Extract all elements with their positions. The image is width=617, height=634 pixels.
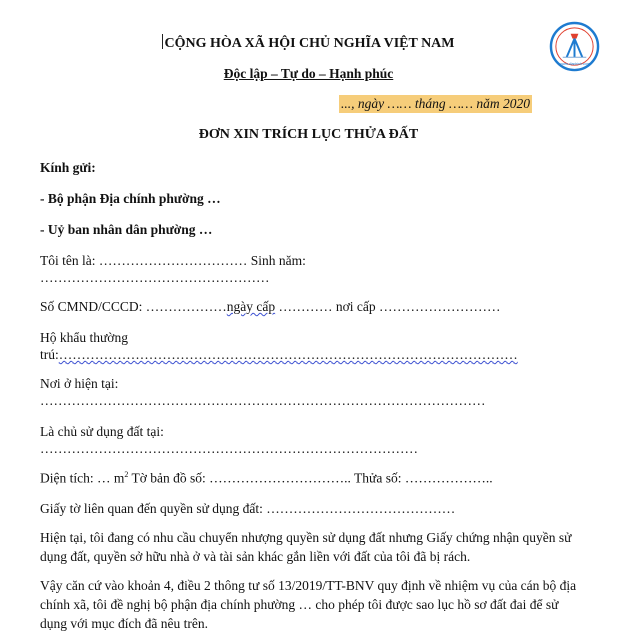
recipient-ward-committee: - Uỷ ban nhân dân phường … xyxy=(40,222,213,237)
land-user-dots: ………………………………………………………………………… xyxy=(40,441,418,456)
id-number-field xyxy=(40,299,501,315)
id-number-label: Số CMND/CCCD: ……………… xyxy=(40,299,227,314)
id-issue-place-label: ………… nơi cấp ……………………… xyxy=(275,299,501,314)
current-address-label: Nơi ở hiện tại: xyxy=(40,376,119,391)
area-unit-superscript: 2 xyxy=(124,470,129,479)
household-dots: ………………………………………………………………………………………… xyxy=(58,347,518,362)
name-field-line1: Tôi tên là: …………………………… Sinh năm: xyxy=(40,253,306,268)
household-field xyxy=(40,347,518,363)
area-field xyxy=(40,470,493,487)
motto-text: Độc lập – Tự do – Hạnh phúc xyxy=(223,66,394,81)
date-line xyxy=(339,96,532,112)
land-documents-field: Giấy tờ liên quan đến quyền sử dụng đất: …………………………………… xyxy=(40,501,456,516)
motto xyxy=(0,66,617,82)
household-prefix: trú: xyxy=(40,347,59,362)
nation-heading-text: CỘNG HÒA XÃ HỘI CHỦ NGHĨA VIỆT NAM xyxy=(164,36,455,51)
map-sheet-parcel-label: Tờ bản đồ số: ………………………….. Thửa số: ……………….. xyxy=(128,470,493,486)
logo-caption: www.diachinh.com xyxy=(560,62,590,66)
household-label: Hộ khẩu thường xyxy=(40,330,128,345)
id-issue-date-label: ngày cấp xyxy=(226,299,276,314)
area-label: Diện tích: … m xyxy=(40,470,125,486)
form-title: ĐƠN XIN TRÍCH LỤC THỬA ĐẤT xyxy=(198,127,419,142)
nation-heading xyxy=(0,34,617,52)
recipient-ward-cadastral: - Bộ phận Địa chính phường … xyxy=(40,191,221,206)
date-line-text: ..., ngày …… tháng …… năm 2020 xyxy=(341,96,531,111)
reason-paragraph: Hiện tại, tôi đang có nhu cầu chuyển nhượng quyền sử dụng đất nhưng Giấy chứng nhận quyền sử dụng đất, quyền sở hữu nhà ở và tài sản khác gắn liền với đất của tôi đã bị rách. xyxy=(40,530,572,564)
greeting: Kính gửi: xyxy=(40,160,96,175)
land-user-label: Là chủ sử dụng đất tại: xyxy=(40,424,164,439)
request-paragraph: Vậy căn cứ vào khoản 4, điều 2 thông tư số 13/2019/TT-BNV quy định về nhiệm vụ của cán bộ địa chính xã, tôi đề nghị bộ phận địa chính phường … cho phép tôi được sao lục hồ sơ đất đai để sử dụng với mục đích đã nêu trên. xyxy=(40,578,577,631)
current-address-dots: ……………………………………………………………………………………… xyxy=(40,393,486,408)
name-field-line2: …………………………………………… xyxy=(40,270,270,285)
